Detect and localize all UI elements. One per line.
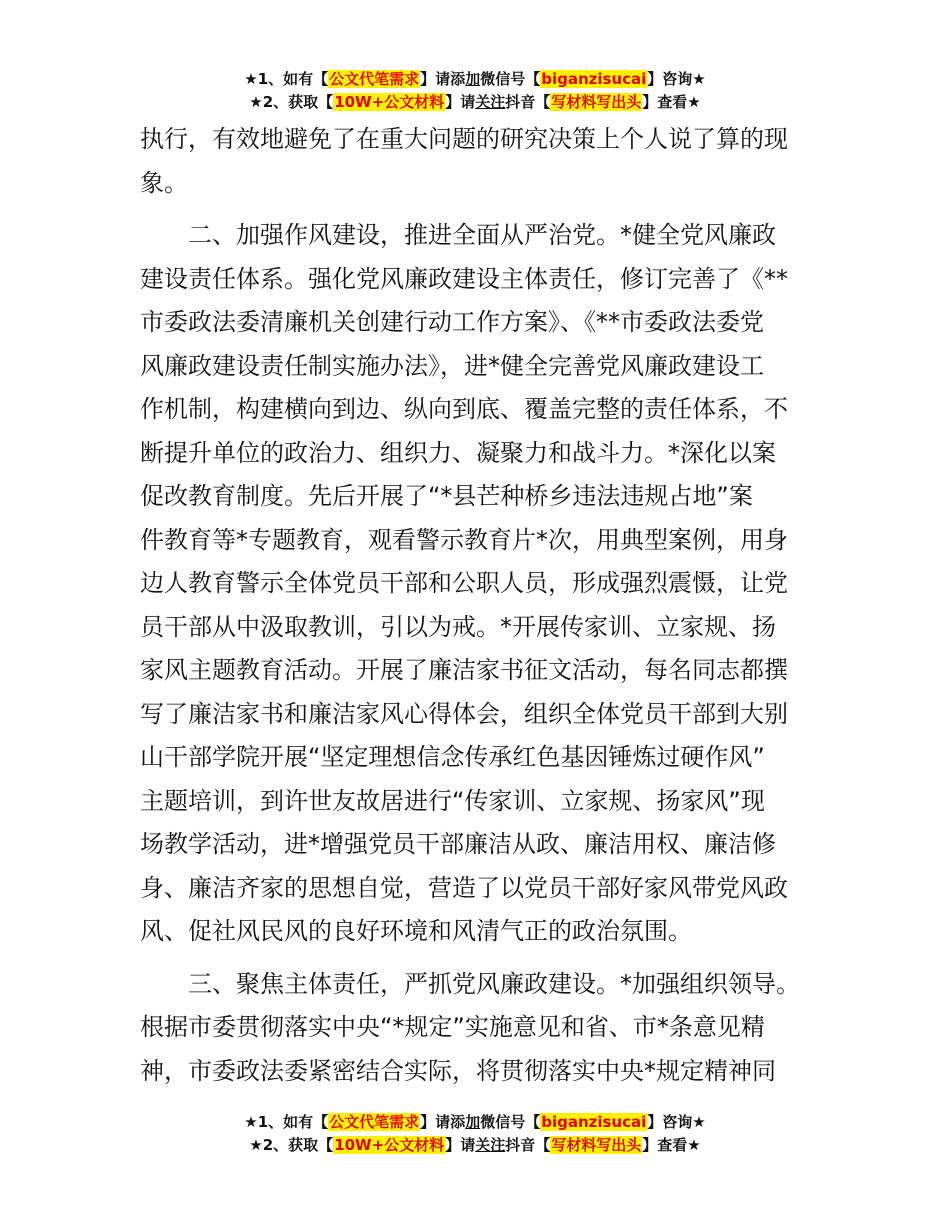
highlight-douyin: 写材料写出头	[551, 93, 642, 111]
body-line: 山干部学院开展“坚定理想信念传承红色基因锤炼过硬作风”	[140, 743, 765, 771]
body-line: 执行，有效地避免了在重大问题的研究决策上个人说了算的现	[140, 125, 788, 153]
promo-line-1	[0, 68, 950, 91]
promo-text: ★1、如有【	[244, 1113, 329, 1131]
promo-text: ★2、获取【	[249, 93, 334, 111]
highlight-wechat-id: biganzisucai	[541, 70, 647, 88]
promo-line-2	[0, 91, 950, 114]
body-line: 作机制，构建横向到边、纵向到底、覆盖完整的责任体系，不	[140, 395, 788, 423]
promo-text: 微信号【	[480, 1113, 541, 1131]
body-line: 风廉政建设责任制实施办法》，进*健全完善党风廉政建设工	[140, 351, 764, 380]
promo-text: 抖音【	[505, 93, 551, 111]
promo-text: 抖音【	[505, 1136, 551, 1154]
body-line: 象。	[140, 168, 188, 197]
body-line: 神，市委政法委紧密结合实际，将贯彻落实中央*规定精神同	[140, 1056, 776, 1085]
body-line: 主题培训，到许世友故居进行“传家训、立家规、扬家风”现	[140, 786, 765, 815]
document-body	[140, 118, 830, 1093]
underlined-text: 关注	[475, 1136, 506, 1154]
highlight-materials: 10W+公文材料	[334, 93, 445, 111]
promo-text: 】请	[445, 1136, 476, 1154]
promo-line-2	[0, 1134, 950, 1157]
promo-text: ★2、获取【	[249, 1136, 334, 1154]
highlight-douyin: 写材料写出头	[551, 1136, 642, 1154]
body-line: 边人教育警示全体党员干部和公职人员，形成强烈震慑，让党	[140, 569, 788, 597]
promo-text: 】请	[445, 93, 476, 111]
body-line: 家风主题教育活动。开展了廉洁家书征文活动，每名同志都撰	[140, 656, 788, 684]
highlight-wechat-id: biganzisucai	[541, 1113, 647, 1131]
highlight-service: 公文代笔需求	[329, 1113, 420, 1131]
body-line: 身、廉洁齐家的思想自觉，营造了以党员干部好家风带党风政	[140, 873, 788, 902]
body-line: 件教育等*专题教育，观看警示教育片*次，用典型案例，用身	[140, 525, 788, 554]
promo-text: 】咨询★	[647, 70, 706, 88]
promo-line-1	[0, 1111, 950, 1134]
promo-text: 】查看★	[642, 93, 701, 111]
body-line: 根据市委贯彻落实中央“*规定”实施意见和省、市*条意见精	[140, 1013, 765, 1041]
body-line: 员干部从中汲取教训，引以为戒。*开展传家训、立家规、扬	[140, 612, 776, 641]
promo-banner-top	[0, 68, 950, 114]
underlined-text: 加	[465, 70, 481, 88]
body-line: 建设责任体系。强化党风廉政建设主体责任，修订完善了《**	[140, 264, 788, 293]
promo-text: 】请添	[420, 70, 466, 88]
body-line: 场教学活动，进*增强党员干部廉洁从政、廉洁用权、廉洁修	[140, 830, 776, 858]
promo-text: 】查看★	[642, 1136, 701, 1154]
promo-text: 】咨询★	[647, 1113, 706, 1131]
paragraph-gap	[140, 954, 830, 963]
underlined-text: 关注	[475, 93, 506, 111]
highlight-materials: 10W+公文材料	[334, 1136, 445, 1154]
promo-text: ★1、如有【	[244, 70, 329, 88]
promo-text: 】请添	[420, 1113, 466, 1131]
body-line: 风、促社风民风的良好环境和风清气正的政治氛围。	[140, 917, 692, 945]
paragraph-gap	[140, 205, 830, 214]
body-line: 三、聚焦主体责任，严抓党风廉政建设。*加强组织领导。	[140, 969, 800, 998]
body-line: 写了廉洁家书和廉洁家风心得体会，组织全体党员干部到大别	[140, 699, 788, 728]
promo-banner-bottom	[0, 1111, 950, 1157]
highlight-service: 公文代笔需求	[329, 70, 420, 88]
body-line: 二、加强作风建设，推进全面从严治党。*健全党风廉政	[140, 221, 776, 249]
promo-text: 微信号【	[480, 70, 541, 88]
underlined-text: 加	[465, 1113, 481, 1131]
body-line: 市委政法委清廉机关创建行动工作方案》、《**市委政法委党	[140, 308, 764, 336]
body-line: 促改教育制度。先后开展了“*县芒种桥乡违法违规占地”案	[140, 482, 753, 510]
body-line: 断提升单位的政治力、组织力、凝聚力和战斗力。*深化以案	[140, 438, 776, 467]
